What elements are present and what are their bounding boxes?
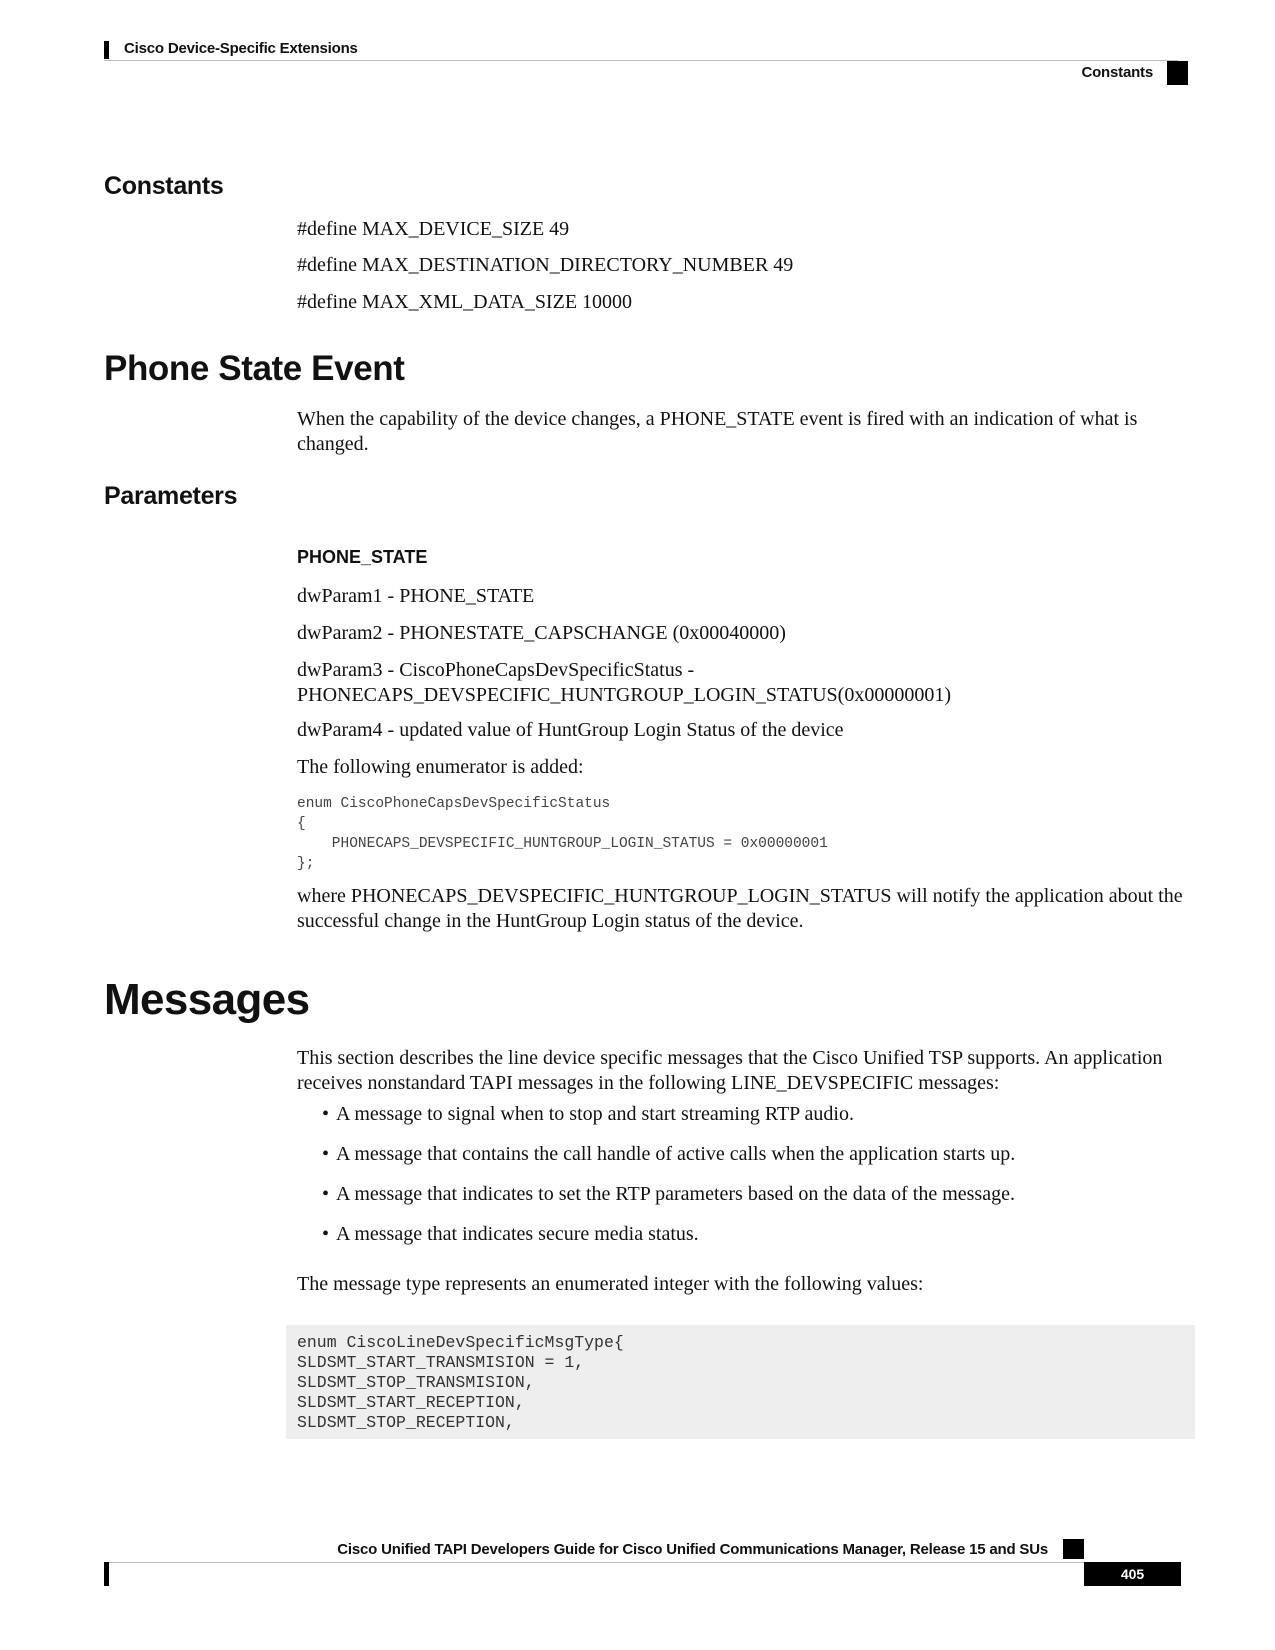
constants-heading: Constants: [104, 172, 224, 200]
list-item: [322, 1142, 1015, 1182]
parameters-heading: Parameters: [104, 482, 238, 510]
header-bar: [104, 41, 109, 59]
messages-intro: This section describes the line device specific messages that the Cisco Unified TSP supports. An application receives nonstandard TAPI messages in the following LINE_DEVSPECIFIC messages:: [297, 1047, 1163, 1094]
phone-state-event-heading: Phone State Event: [104, 349, 405, 388]
phone-state-subheading: PHONE_STATE: [297, 547, 428, 567]
list-item-text: A message that indicates to set the RTP parameters based on the data of the message.: [336, 1183, 1015, 1205]
list-item: [322, 1222, 1015, 1262]
header-rule: [104, 60, 1178, 61]
phone-state-event-description: When the capability of the device changes, a PHONE_STATE event is fired with an indication of what is changed.: [297, 408, 1138, 455]
page-number: 405: [1084, 1562, 1181, 1586]
bullet-icon: •: [322, 1183, 330, 1205]
footer-title: Cisco Unified TAPI Developers Guide for Cisco Unified Communications Manager, Release 15 and SUs: [337, 1541, 1048, 1558]
bullet-icon: •: [322, 1103, 330, 1125]
param-line: dwParam4 - updated value of HuntGroup Login Status of the device: [297, 719, 844, 741]
list-item-text: A message to signal when to stop and start streaming RTP audio.: [336, 1103, 854, 1125]
footer-marker: [1063, 1539, 1084, 1559]
bullet-icon: •: [322, 1223, 330, 1245]
param-line: The following enumerator is added:: [297, 756, 584, 778]
footer-rule: [104, 1562, 1178, 1563]
running-header-chapter: Cisco Device-Specific Extensions: [124, 40, 358, 57]
define-line: #define MAX_XML_DATA_SIZE 10000: [297, 291, 633, 313]
footer-bar: [104, 1562, 109, 1586]
bullet-icon: •: [322, 1143, 330, 1165]
list-item: [322, 1102, 1015, 1142]
header-marker: [1167, 61, 1188, 85]
list-item-text: A message that contains the call handle of active calls when the application starts up.: [336, 1143, 1016, 1165]
param-line: dwParam1 - PHONE_STATE: [297, 585, 535, 607]
list-item-text: A message that indicates secure media status.: [336, 1223, 699, 1245]
messages-heading: Messages: [104, 975, 310, 1024]
message-type-intro: The message type represents an enumerated integer with the following values:: [297, 1273, 924, 1295]
msg-type-code-block: enum CiscoLineDevSpecificMsgType{ SLDSMT_START_TRANSMISION = 1, SLDSMT_STOP_TRANSMISION, SLDSMT_START_RECEPTION, SLDSMT_STOP_RECEPTION,: [297, 1333, 624, 1432]
param-line: dwParam2 - PHONESTATE_CAPSCHANGE (0x00040000): [297, 622, 786, 644]
running-header-section: Constants: [1081, 64, 1153, 81]
message-list: [322, 1102, 1015, 1262]
define-line: #define MAX_DESTINATION_DIRECTORY_NUMBER 49: [297, 254, 794, 276]
define-line: #define MAX_DEVICE_SIZE 49: [297, 218, 570, 240]
list-item: [322, 1182, 1015, 1222]
param-line: dwParam3 - CiscoPhoneCapsDevSpecificStatus - PHONECAPS_DEVSPECIFIC_HUNTGROUP_LOGIN_STATUS(0x00000001): [297, 659, 952, 706]
enum-code-block: enum CiscoPhoneCapsDevSpecificStatus { PHONECAPS_DEVSPECIFIC_HUNTGROUP_LOGIN_STATUS = 0x00000001 };: [297, 796, 828, 872]
parameters-note: where PHONECAPS_DEVSPECIFIC_HUNTGROUP_LOGIN_STATUS will notify the application about the successful change in the HuntGroup Login status of the device.: [297, 885, 1183, 932]
